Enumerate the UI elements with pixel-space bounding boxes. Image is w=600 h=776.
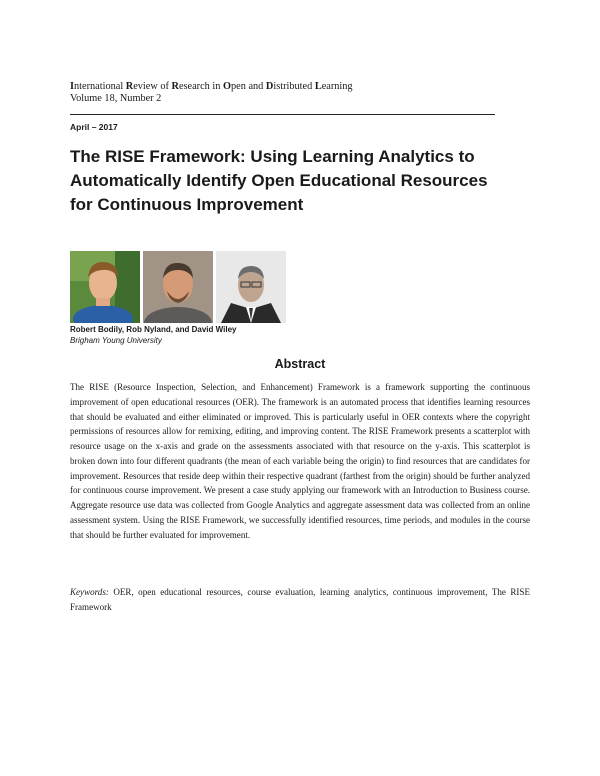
keywords-text: OER, open educational resources, course evaluation, learning analytics, continuous improvement, The RISE Framework (70, 587, 530, 612)
author-photos (70, 251, 286, 323)
journal-name-cap: L (314, 81, 322, 92)
journal-name-part: eview of (133, 81, 172, 92)
keywords (70, 585, 530, 615)
journal-name-cap: R (171, 81, 179, 92)
authors: Robert Bodily, Rob Nyland, and David Wiley (70, 325, 237, 334)
journal-name-part: nternational (74, 81, 126, 92)
journal-name-part: pen and (231, 81, 266, 92)
header-divider (70, 114, 495, 115)
author-photo-robert-bodily (70, 251, 140, 323)
journal-name-part: istributed (273, 81, 315, 92)
abstract-heading: Abstract (274, 357, 326, 371)
journal-name-cap: D (265, 81, 274, 92)
journal-name-cap: I (70, 81, 75, 92)
journal-name-part: esearch in (178, 81, 223, 92)
journal-volume: Volume 18, Number 2 (70, 93, 162, 104)
journal-name (70, 81, 500, 93)
keywords-label: Keywords: (70, 587, 109, 597)
author-photo-david-wiley (216, 251, 286, 323)
publication-date: April – 2017 (70, 122, 118, 132)
journal-name-cap: O (223, 81, 232, 92)
paper-title: The RISE Framework: Using Learning Analytics to Automatically Identify Open Educational Resources for Continuous Improvement (70, 147, 488, 214)
abstract-body: The RISE (Resource Inspection, Selection, and Enhancement) Framework is a framework supporting the continuous improvement of open educational resources (OER). The framework is an automated process that identifies learning resources that should be evaluated and either eliminated or improved. This is particularly useful in OER contexts where the copyright permissions of resources allow for remixing, editing, and improving content. The RISE Framework presents a scatterplot with resource usage on the x-axis and grade on the assessments associated with that resource on the y-axis. This scatterplot is broken down into four different quadrants (the mean of each variable being the origin) to find resources that are candidates for improvement. Resources that reside deep within their respective quadrant (farthest from the origin) should be further analyzed for continuous course improvement. We present a case study applying our framework with an Introduction to Business course. Aggregate resource use data was collected from Google Analytics and aggregate assessment data was collected from an online assessment system. Using the RISE Framework, we successfully identified resources, time periods, and modules in the course that should be further evaluated for improvement. (70, 382, 530, 540)
journal-name-cap: R (125, 81, 134, 92)
journal-header (70, 81, 500, 105)
journal-name-part: earning (321, 81, 353, 92)
affiliation: Brigham Young University (70, 336, 162, 345)
author-photo-rob-nyland (143, 251, 213, 323)
